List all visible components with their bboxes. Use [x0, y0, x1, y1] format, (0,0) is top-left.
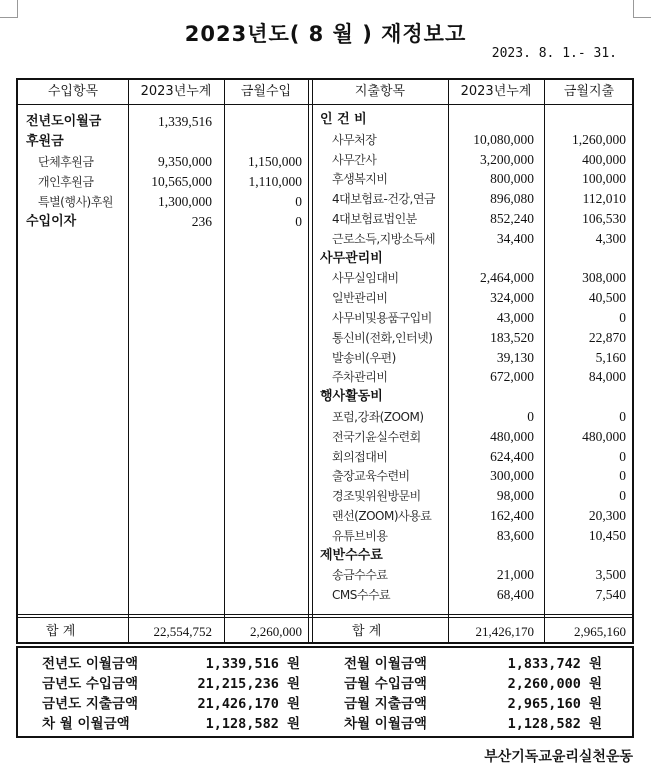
expense-item-month: 106,530 — [582, 211, 626, 226]
expense-item-month: 1,260,000 — [572, 132, 626, 147]
expense-item-cumulative: 34,400 — [496, 231, 534, 246]
expense-item-cumulative: 98,000 — [496, 488, 534, 503]
expense-item-cumulative: 3,200,000 — [480, 152, 534, 167]
summary-left-label: 전년도 이월금액 — [42, 656, 138, 672]
summary-right-label: 차월 이월금액 — [344, 716, 427, 732]
income-item-cumulative: 1,300,000 — [158, 194, 212, 209]
expense-item-cumulative: 21,000 — [496, 567, 534, 582]
header-income-item: 수입항목 — [47, 84, 99, 99]
expense-item-month: 112,010 — [582, 191, 626, 206]
expense-item-cumulative — [448, 249, 534, 269]
expense-item-month: 0 — [619, 409, 626, 424]
expense-item-label: 전국기윤실수련회 — [332, 430, 421, 444]
expense-item-month: 100,000 — [582, 171, 626, 186]
income-item-label: 수입이자 — [26, 214, 77, 229]
income-item-month: 1,150,000 — [248, 154, 302, 169]
expense-item-cumulative: 43,000 — [496, 310, 534, 325]
expense-item-month: 4,300 — [595, 231, 626, 246]
summary-right-value: 1,128,582 원 — [507, 716, 602, 732]
expense-item-month: 0 — [619, 449, 626, 464]
organization-name: 부산기독교윤리실천운동 — [484, 749, 633, 765]
income-item-label: 단체후원금 — [38, 155, 94, 169]
income-total-label: 합 계 — [46, 624, 76, 639]
expense-item-label: 4대보험료법인분 — [332, 212, 417, 226]
summary-left-value: 1,339,516 원 — [205, 656, 300, 672]
expense-item-label: 일반관리비 — [332, 291, 388, 305]
income-item-cumulative: 10,565,000 — [151, 174, 212, 189]
expense-item-month: 0 — [619, 488, 626, 503]
expense-item-label: 랜선(ZOOM)사용료 — [332, 509, 432, 523]
expense-item-label: 주차관리비 — [332, 370, 388, 384]
expense-item-month: 0 — [619, 468, 626, 483]
crop-mark-top-left — [0, 0, 18, 18]
expense-item-label: 유튜브비용 — [332, 529, 388, 543]
expense-item-month: 22,870 — [588, 330, 626, 345]
summary-box — [16, 646, 634, 738]
section-divider — [308, 80, 313, 642]
expense-item-cumulative: 183,520 — [490, 330, 534, 345]
header-divider — [18, 104, 632, 105]
expense-item-label: 근로소득,지방소득세 — [332, 232, 436, 246]
income-item-month: 0 — [295, 194, 302, 209]
expense-total-label: 합 계 — [352, 624, 382, 639]
expense-item-month: 20,300 — [588, 508, 626, 523]
income-item-month: 1,110,000 — [248, 174, 302, 189]
summary-left-value: 1,128,582 원 — [205, 716, 300, 732]
header-expense-month: 금월지출 — [563, 84, 615, 99]
expense-item-cumulative — [448, 387, 534, 407]
summary-left-value: 21,215,236 원 — [197, 676, 300, 692]
income-item-label: 후원금 — [26, 134, 64, 149]
expense-item-month — [544, 546, 626, 566]
expense-item-month: 0 — [619, 310, 626, 325]
header-income-month: 금월수입 — [240, 84, 292, 99]
expense-item-cumulative: 896,080 — [490, 191, 534, 206]
expense-item-month: 40,500 — [588, 290, 626, 305]
summary-right-value: 1,833,742 원 — [507, 656, 602, 672]
expense-item-month: 480,000 — [582, 429, 626, 444]
income-item-label: 전년도이월금 — [26, 114, 102, 129]
summary-right-value: 2,965,160 원 — [507, 696, 602, 712]
expense-total-cumulative: 21,426,170 — [475, 624, 534, 639]
expense-item-label: 사무처장 — [332, 133, 377, 147]
expense-item-cumulative: 162,400 — [490, 508, 534, 523]
expense-item-month: 5,160 — [595, 350, 626, 365]
expense-item-label: 사무관리비 — [320, 251, 383, 266]
expense-item-label: 제반수수료 — [320, 548, 383, 563]
expense-item-month: 10,450 — [588, 528, 626, 543]
income-item-label: 특별(행사)후원 — [38, 195, 113, 209]
income-item-cumulative: 1,339,516 — [158, 114, 212, 129]
income-item-month — [224, 112, 302, 132]
expense-item-cumulative: 800,000 — [490, 171, 534, 186]
summary-left-label: 금년도 지출금액 — [42, 696, 138, 712]
expense-item-cumulative — [448, 110, 534, 130]
summary-right-label: 전월 이월금액 — [344, 656, 427, 672]
expense-item-month — [544, 387, 626, 407]
expense-item-month: 308,000 — [582, 270, 626, 285]
income-total-month: 2,260,000 — [250, 624, 302, 639]
summary-left-label: 차 월 이월금액 — [42, 716, 130, 732]
expense-item-month: 400,000 — [582, 152, 626, 167]
expense-item-cumulative: 10,080,000 — [473, 132, 534, 147]
summary-left-value: 21,426,170 원 — [197, 696, 300, 712]
summary-right-value: 2,260,000 원 — [507, 676, 602, 692]
expense-item-month: 84,000 — [588, 369, 626, 384]
expense-item-month: 3,500 — [595, 567, 626, 582]
crop-mark-top-right — [633, 0, 651, 18]
expense-item-month — [544, 249, 626, 269]
expense-item-cumulative: 83,600 — [496, 528, 534, 543]
expense-item-cumulative: 39,130 — [496, 350, 534, 365]
expense-item-label: 행사활동비 — [320, 389, 383, 404]
expense-item-label: 인 건 비 — [320, 112, 367, 127]
expense-item-label: 사무실임대비 — [332, 271, 399, 285]
expense-item-cumulative: 672,000 — [490, 369, 534, 384]
expense-item-cumulative: 2,464,000 — [480, 270, 534, 285]
income-item-label: 개인후원금 — [38, 175, 94, 189]
expense-item-label: 발송비(우편) — [332, 351, 396, 365]
expense-item-label: 출장교육수련비 — [332, 469, 410, 483]
expense-item-cumulative: 852,240 — [490, 211, 534, 226]
expense-item-cumulative: 0 — [527, 409, 534, 424]
header-expense-cumulative: 2023년누계 — [460, 84, 532, 99]
summary-right-label: 금월 수입금액 — [344, 676, 427, 692]
expense-item-cumulative: 300,000 — [490, 468, 534, 483]
expense-item-cumulative: 624,400 — [490, 449, 534, 464]
report-period: 2023. 8. 1.- 31. — [491, 46, 617, 61]
income-item-month — [224, 132, 302, 152]
expense-item-label: 경조및위원방문비 — [332, 489, 421, 503]
expense-item-label: 통신비(전화,인터넷) — [332, 331, 433, 345]
summary-left-label: 금년도 수입금액 — [42, 676, 138, 692]
expense-item-label: CMS수수료 — [332, 588, 391, 602]
totals-divider — [18, 614, 632, 618]
header-expense-item: 지출항목 — [354, 84, 406, 99]
income-item-cumulative — [128, 132, 212, 152]
income-item-month: 0 — [295, 214, 302, 229]
expense-item-label: 4대보험료-건강,연금 — [332, 192, 436, 206]
expense-item-cumulative: 324,000 — [490, 290, 534, 305]
expense-item-label: 후생복지비 — [332, 172, 388, 186]
expense-item-label: 회의접대비 — [332, 450, 388, 464]
expense-total-month: 2,965,160 — [574, 624, 626, 639]
expense-item-cumulative — [448, 546, 534, 566]
expense-item-cumulative: 68,400 — [496, 587, 534, 602]
summary-right-label: 금월 지출금액 — [344, 696, 427, 712]
expense-item-cumulative: 480,000 — [490, 429, 534, 444]
income-item-cumulative: 236 — [191, 214, 212, 229]
income-item-cumulative: 9,350,000 — [158, 154, 212, 169]
expense-item-label: 포럼,강좌(ZOOM) — [332, 410, 424, 424]
income-total-cumulative: 22,554,752 — [153, 624, 212, 639]
expense-item-label: 사무비및용품구입비 — [332, 311, 432, 325]
finance-table — [16, 78, 634, 644]
report-title: 2023년도( 8 월 ) 재정보고 — [184, 22, 467, 46]
expense-item-label: 사무간사 — [332, 153, 377, 167]
expense-item-month: 7,540 — [595, 587, 626, 602]
expense-item-month — [544, 110, 626, 130]
header-income-cumulative: 2023년누계 — [140, 84, 212, 99]
expense-item-label: 송금수수료 — [332, 568, 388, 582]
